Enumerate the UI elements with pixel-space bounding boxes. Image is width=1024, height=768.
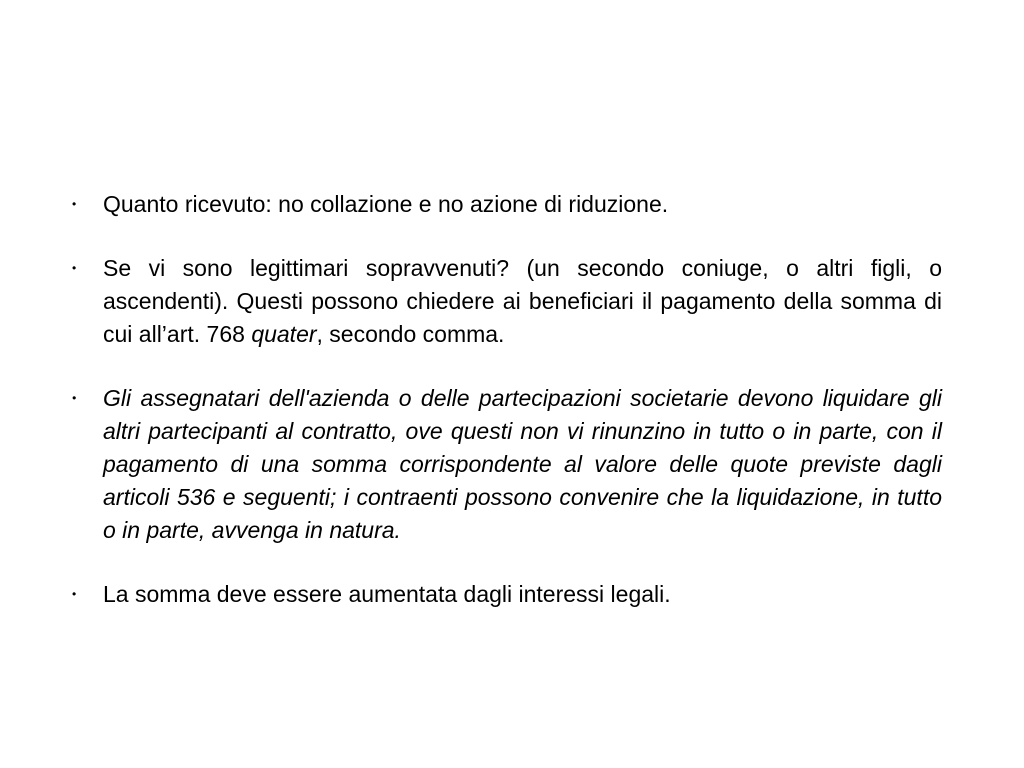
- bullet-text: Gli assegnatari dell'azienda o delle partecipazioni societarie devono liquidare gli altri partecipanti al contratto, ove questi non vi rinunzino in tutto o in parte, con il pagamento di una somma corrispondente al valore delle quote previste dagli articoli 536 e seguenti; i contraenti possono convenire che la liquidazione, in tutto o in parte, avvenga in natura.: [103, 385, 942, 543]
- bullet-item-legittimari: [72, 252, 942, 351]
- bullet-text-start: Se vi sono legittimari sopravvenuti? (un secondo coniuge, o altri figli, o ascendenti). Questi possono chiedere ai beneficiari il pagamento della somma di cui all’art. 768: [103, 255, 942, 347]
- bullet-text-end: , secondo comma.: [316, 321, 505, 347]
- bullet-icon: •: [72, 391, 77, 405]
- bullet-list: [72, 188, 942, 611]
- bullet-item-assegnatari: [72, 382, 942, 547]
- bullet-text: [103, 255, 942, 347]
- bullet-text: La somma deve essere aumentata dagli interessi legali.: [103, 581, 671, 607]
- bullet-item-interessi: [72, 578, 942, 611]
- bullet-text: Quanto ricevuto: no collazione e no azione di riduzione.: [103, 191, 669, 217]
- bullet-icon: •: [72, 261, 77, 275]
- bullet-icon: •: [72, 197, 77, 211]
- bullet-icon: •: [72, 587, 77, 601]
- bullet-item-collazione: [72, 188, 942, 221]
- bullet-text-italic: quater: [251, 321, 317, 347]
